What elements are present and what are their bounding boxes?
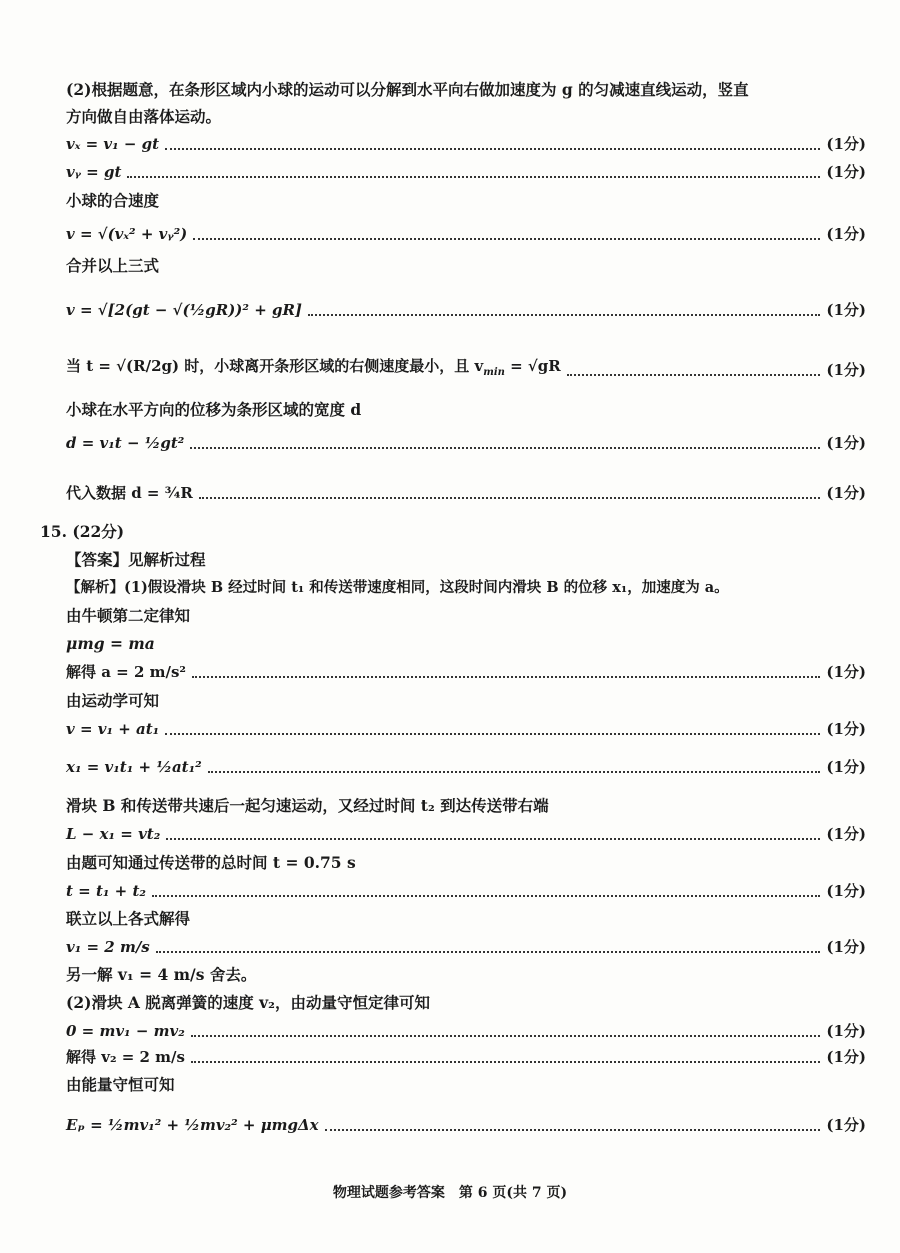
equation-text: vᵧ = gt xyxy=(66,163,122,181)
equation-text: L − x₁ = vt₂ xyxy=(66,825,161,843)
equation-text: v = v₁ + at₁ xyxy=(66,720,160,738)
equation-text: Eₚ = ½mv₁² + ½mv₂² + μmgΔx xyxy=(66,1116,319,1134)
kinematics-label: 由运动学可知 xyxy=(66,691,160,710)
equation-text: v = √[2(gt − √(½gR))² + gR] xyxy=(66,301,303,319)
leader-dots xyxy=(156,941,821,953)
part2-intro-line2: 方向做自由落体运动。 xyxy=(66,107,222,126)
equation-v1 xyxy=(66,937,866,957)
leader-dots xyxy=(191,1051,820,1063)
leader-dots xyxy=(208,761,821,773)
score-label: (1分) xyxy=(826,135,866,153)
leader-dots xyxy=(166,828,820,840)
part2-intro-line1: (2)根据题意，在条形区域内小球的运动可以分解到水平向右做加速度为 g 的匀减速直线运动，竖直 xyxy=(66,80,749,99)
solve-label: 联立以上各式解得 xyxy=(66,909,191,928)
question-15-title: 15. (22分) xyxy=(40,522,125,541)
equation-text: t = t₁ + t₂ xyxy=(66,882,146,900)
equation-v xyxy=(66,224,866,244)
equation-vx xyxy=(66,134,866,154)
score-label: (1分) xyxy=(826,1022,866,1040)
equation-text: d = v₁t − ½gt² xyxy=(66,434,185,452)
score-label: (1分) xyxy=(826,663,866,681)
equation-text: vₓ = v₁ − gt xyxy=(66,135,160,153)
sync-label: 滑块 B 和传送带共速后一起匀速运动，又经过时间 t₂ 到达传送带右端 xyxy=(66,796,549,815)
equation-x1 xyxy=(66,757,866,777)
score-label: (1分) xyxy=(826,720,866,738)
leader-dots xyxy=(165,723,820,735)
score-label: (1分) xyxy=(826,163,866,181)
equation-v2 xyxy=(66,1047,866,1067)
leader-dots xyxy=(165,138,820,150)
equation-vy xyxy=(66,162,866,182)
score-label: (1分) xyxy=(826,301,866,319)
displacement-label: 小球在水平方向的位移为条形区域的宽度 d xyxy=(66,400,362,419)
score-label: (1分) xyxy=(826,758,866,776)
score-label: (1分) xyxy=(826,484,866,502)
equation-text: v₁ = 2 m/s xyxy=(66,938,150,956)
equation-energy xyxy=(66,1115,866,1135)
score-label: (1分) xyxy=(826,825,866,843)
newton-label: 由牛顿第二定律知 xyxy=(66,606,191,625)
equation-newton: μmg = ma xyxy=(66,634,155,653)
combined-speed-label: 小球的合速度 xyxy=(66,191,160,210)
score-label: (1分) xyxy=(826,225,866,243)
part2-momentum-intro: (2)滑块 A 脱离弹簧的速度 v₂，由动量守恒定律可知 xyxy=(66,993,430,1012)
leader-dots xyxy=(127,166,820,178)
equation-a xyxy=(66,662,866,682)
equation-text: 代入数据 d = ¾R xyxy=(66,484,193,502)
equation-text: v = √(vₓ² + vᵧ²) xyxy=(66,225,188,243)
equation-when-t xyxy=(66,356,866,383)
when-t-end: = √gR xyxy=(504,357,561,375)
leader-dots xyxy=(192,666,820,678)
equation-text: 解得 a = 2 m/s² xyxy=(66,663,186,681)
score-label: (1分) xyxy=(826,1048,866,1066)
when-t-text xyxy=(66,356,561,383)
leader-dots xyxy=(190,437,820,449)
energy-label: 由能量守恒可知 xyxy=(66,1075,175,1094)
equation-d xyxy=(66,433,866,453)
equation-text: 解得 v₂ = 2 m/s xyxy=(66,1048,185,1066)
equation-t xyxy=(66,881,866,901)
score-label: (1分) xyxy=(826,360,866,379)
score-label: (1分) xyxy=(826,434,866,452)
score-label: (1分) xyxy=(826,882,866,900)
equation-text: x₁ = v₁t₁ + ½at₁² xyxy=(66,758,202,776)
score-label: (1分) xyxy=(826,938,866,956)
equation-text: 0 = mv₁ − mv₂ xyxy=(66,1022,185,1040)
when-t-main: 当 t = √(R/2g) 时，小球离开条形区域的右侧速度最小，且 v xyxy=(66,357,484,375)
combine-label: 合并以上三式 xyxy=(66,256,160,275)
leader-dots xyxy=(325,1119,821,1131)
score-label: (1分) xyxy=(826,1116,866,1134)
other-solution: 另一解 v₁ = 4 m/s 舍去。 xyxy=(66,965,257,984)
leader-dots xyxy=(191,1025,821,1037)
equation-substitute xyxy=(66,483,866,503)
leader-dots xyxy=(152,885,820,897)
leader-dots xyxy=(193,228,820,240)
analysis-line: 【解析】(1)假设滑块 B 经过时间 t₁ 和传送带速度相同，这段时间内滑块 B 的位移 x₁，加速度为 a。 xyxy=(66,579,729,596)
page-footer: 物理试题参考答案 第 6 页(共 7 页) xyxy=(332,1185,568,1201)
equation-v-at xyxy=(66,719,866,739)
leader-dots xyxy=(199,487,821,499)
equation-L xyxy=(66,824,866,844)
leader-dots xyxy=(308,304,820,316)
when-t-sub: min xyxy=(483,367,505,378)
equation-v-full xyxy=(66,300,866,320)
leader-dots xyxy=(567,364,821,376)
total-time-label: 由题可知通过传送带的总时间 t = 0.75 s xyxy=(66,853,356,872)
equation-momentum xyxy=(66,1021,866,1041)
answer-line: 【答案】见解析过程 xyxy=(66,550,206,569)
